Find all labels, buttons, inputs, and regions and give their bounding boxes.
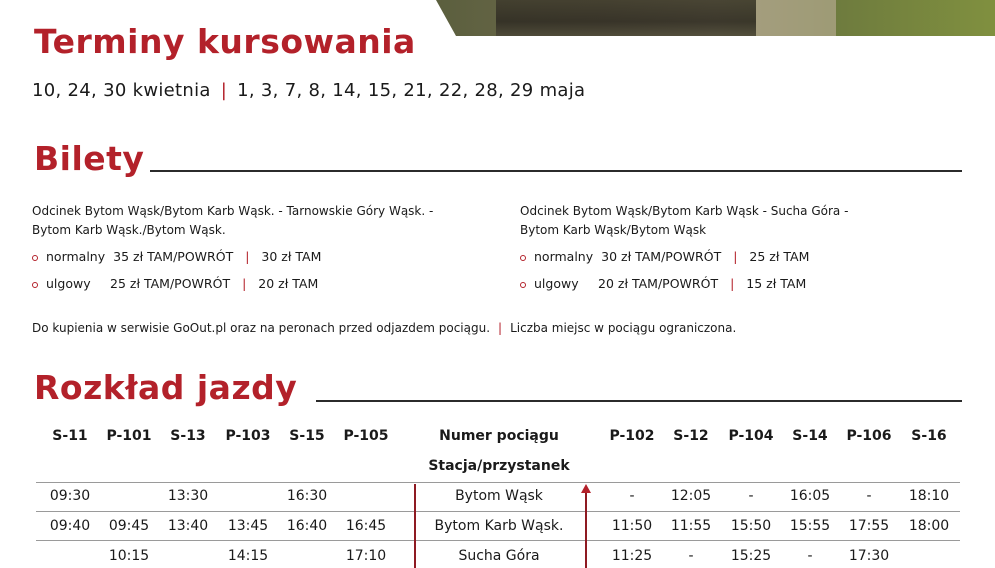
photo-railway [496, 0, 756, 36]
price-row [32, 249, 321, 264]
departure-time: 09:30 [49, 488, 91, 504]
departure-time: 13:40 [167, 518, 209, 534]
departure-time: 16:05 [789, 488, 831, 504]
train-number-header: S-16 [911, 428, 947, 444]
station-name: Bytom Wąsk [455, 488, 543, 504]
departure-time: 15:55 [789, 518, 831, 534]
departure-time: 16:40 [286, 518, 328, 534]
table-row-divider [36, 482, 960, 483]
price-return: 20 zł TAM/POWRÓT [598, 276, 719, 291]
terminy-heading: Terminy kursowania [34, 22, 416, 61]
station-name: Sucha Góra [458, 548, 540, 564]
departure-time: 14:15 [227, 548, 269, 564]
direction-line-up [585, 492, 587, 568]
departure-time: - [748, 488, 754, 504]
note-purchase: Do kupienia w serwisie GoOut.pl oraz na peronach przed odjazdem pociągu. [32, 321, 491, 335]
station-name: Bytom Karb Wąsk. [434, 518, 564, 534]
ticket-section-right [520, 202, 848, 240]
departure-time: 13:45 [227, 518, 269, 534]
bullet-icon [32, 255, 38, 261]
train-number-header: S-14 [792, 428, 828, 444]
train-number-header: P-102 [609, 428, 655, 444]
ticket-note [32, 321, 736, 335]
price-category: ulgowy [534, 276, 579, 291]
header-photo [436, 0, 995, 36]
departure-time: 11:50 [611, 518, 653, 534]
price-separator: | [245, 249, 250, 264]
price-single: 15 zł TAM [746, 276, 807, 291]
train-number-label: Numer pociągu [439, 428, 559, 444]
station-label: Stacja/przystanek [428, 458, 570, 474]
train-number-header: S-11 [52, 428, 88, 444]
departure-time: 16:45 [345, 518, 387, 534]
price-single: 20 zł TAM [258, 276, 319, 291]
departure-time: - [866, 488, 872, 504]
price-row [32, 276, 318, 291]
bilety-divider [150, 170, 962, 172]
bullet-icon [32, 282, 38, 288]
rozklad-divider [316, 400, 962, 402]
price-return: 30 zł TAM/POWRÓT [601, 249, 722, 264]
note-separator: | [498, 321, 503, 335]
price-separator: | [733, 249, 738, 264]
bullet-icon [520, 282, 526, 288]
note-seats: Liczba miejsc w pociągu ograniczona. [510, 321, 737, 335]
departure-time: 13:30 [167, 488, 209, 504]
train-number-header: S-12 [673, 428, 709, 444]
april-dates: 10, 24, 30 kwietnia [32, 80, 211, 101]
table-row-divider [36, 511, 960, 512]
departure-time: 15:25 [730, 548, 772, 564]
train-number-header: S-15 [289, 428, 325, 444]
departure-time: 09:40 [49, 518, 91, 534]
ticket-route-left-line1: Odcinek Bytom Wąsk/Bytom Karb Wąsk. - Tarnowskie Góry Wąsk. - [32, 204, 434, 218]
ticket-section-left [32, 202, 433, 240]
ticket-route-left-line2: Bytom Karb Wąsk./Bytom Wąsk. [32, 223, 226, 237]
price-category: normalny [46, 249, 106, 264]
photo-path [756, 0, 836, 36]
price-separator: | [730, 276, 735, 291]
departure-time: 16:30 [286, 488, 328, 504]
departure-time: - [629, 488, 635, 504]
ticket-route-right-line1: Odcinek Bytom Wąsk/Bytom Karb Wąsk - Sucha Góra - [520, 204, 849, 218]
train-number-header: P-103 [225, 428, 271, 444]
bullet-icon [520, 255, 526, 261]
train-number-header: P-105 [343, 428, 389, 444]
train-number-header: P-101 [106, 428, 152, 444]
departure-time: 10:15 [108, 548, 150, 564]
price-category: normalny [534, 249, 594, 264]
departure-time: 11:55 [670, 518, 712, 534]
train-number-header: S-13 [170, 428, 206, 444]
departure-time: 11:25 [611, 548, 653, 564]
departure-time: 17:10 [345, 548, 387, 564]
dates-separator: | [220, 80, 228, 101]
price-row [520, 276, 806, 291]
train-number-header: P-104 [728, 428, 774, 444]
price-return: 25 zł TAM/POWRÓT [110, 276, 231, 291]
departure-time: 18:10 [908, 488, 950, 504]
arrow-up-icon [581, 484, 591, 493]
departure-time: 12:05 [670, 488, 712, 504]
may-dates: 1, 3, 7, 8, 14, 15, 21, 22, 28, 29 maja [237, 80, 586, 101]
price-single: 30 zł TAM [261, 249, 322, 264]
price-single: 25 zł TAM [749, 249, 810, 264]
rozklad-heading: Rozkład jazdy [34, 368, 298, 407]
run-dates [32, 80, 585, 101]
departure-time: 17:30 [848, 548, 890, 564]
departure-time: 09:45 [108, 518, 150, 534]
price-category: ulgowy [46, 276, 91, 291]
ticket-route-right-line2: Bytom Karb Wąsk/Bytom Wąsk [520, 223, 707, 237]
price-separator: | [242, 276, 247, 291]
departure-time: - [807, 548, 813, 564]
bilety-heading: Bilety [34, 139, 145, 178]
price-return: 35 zł TAM/POWRÓT [113, 249, 234, 264]
departure-time: 17:55 [848, 518, 890, 534]
train-number-header: P-106 [846, 428, 892, 444]
departure-time: - [688, 548, 694, 564]
direction-line-down [414, 484, 416, 568]
departure-time: 18:00 [908, 518, 950, 534]
departure-time: 15:50 [730, 518, 772, 534]
table-row-divider [36, 540, 960, 541]
price-row [520, 249, 809, 264]
